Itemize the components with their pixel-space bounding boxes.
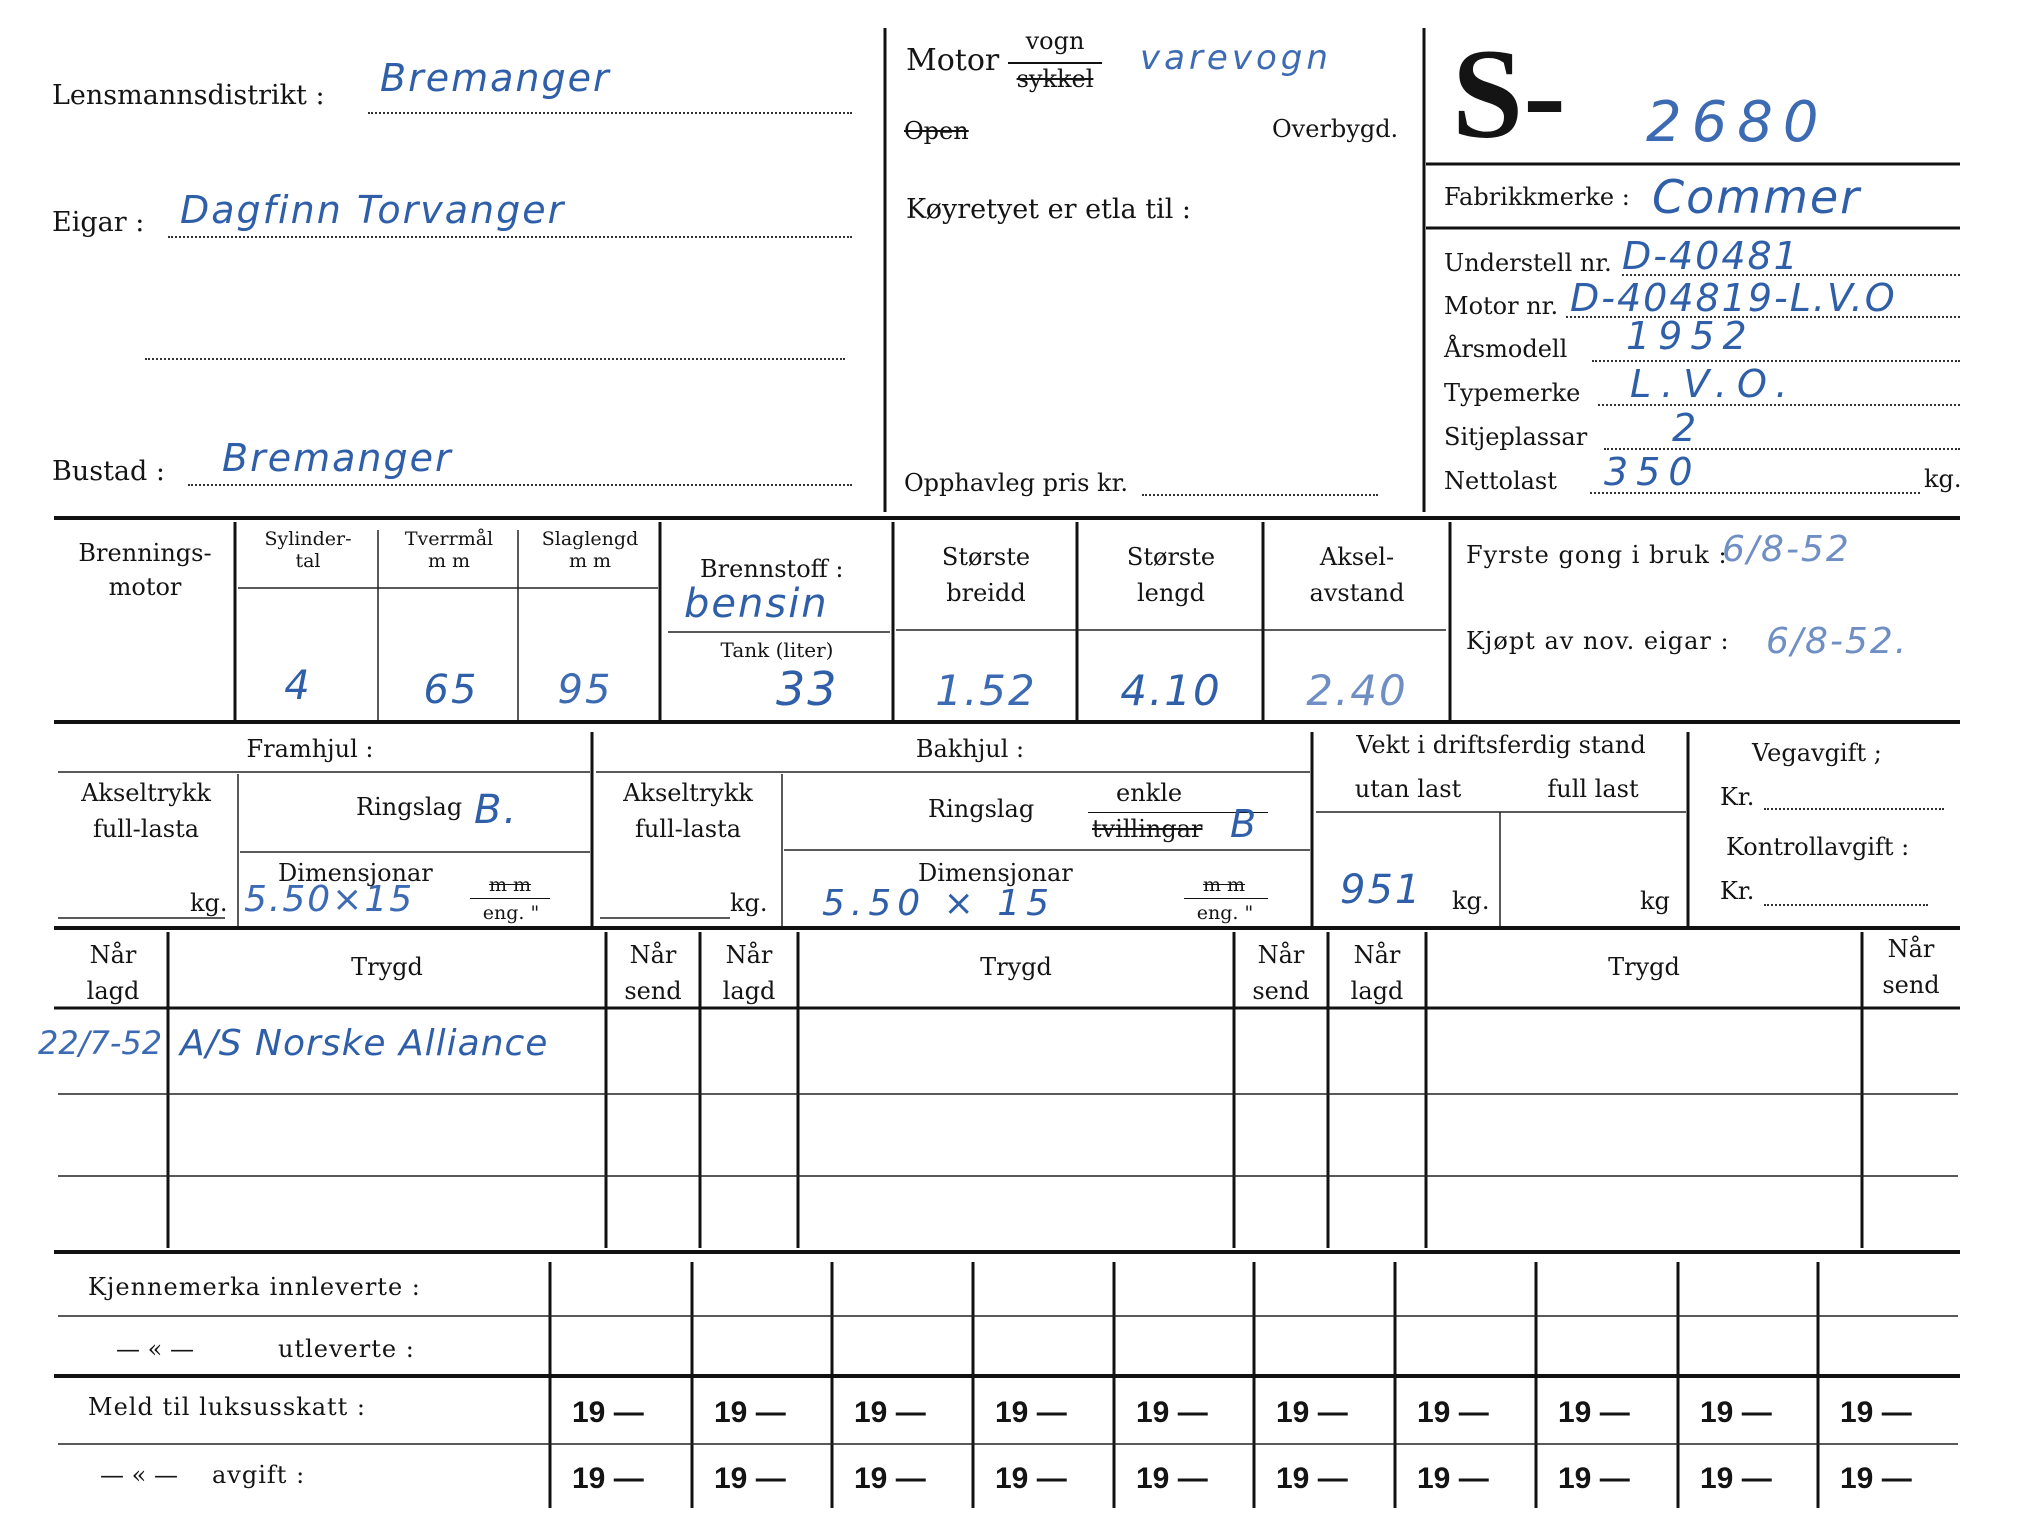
group2-trygd-label: Trygd: [980, 953, 1052, 981]
framhjul-dimensjonar-value: 5.50×15: [244, 879, 415, 920]
storste-lengd-label-1: Største: [1126, 543, 1216, 571]
sykkel-label: sykkel: [1016, 65, 1094, 93]
utan-last-label: utan last: [1354, 775, 1462, 803]
bakhjul-dimensjonar-label: Dimensjonar: [918, 859, 1073, 887]
framhjul-ringslag-label: Ringslag: [356, 793, 463, 821]
luksusskatt-year-2: 19 —: [714, 1396, 786, 1429]
full-last-label: full last: [1547, 775, 1639, 803]
registration-prefix: S-: [1452, 23, 1566, 165]
motor-type-value: varevogn: [1140, 38, 1332, 78]
group3-nar-send-label-2: send: [1882, 971, 1940, 999]
sylinder-label-1: Sylinder-: [264, 528, 352, 550]
vogn-label: vogn: [1025, 27, 1085, 55]
group2-nar-send-label-2: send: [1252, 977, 1310, 1005]
tank-label: Tank (liter): [720, 638, 834, 662]
bustad-line: [188, 484, 852, 486]
framhjul-label: Framhjul :: [246, 735, 374, 763]
overbygd-label: Overbygd.: [1272, 115, 1399, 143]
group1-nar-lagd-label-1: Når: [89, 941, 137, 969]
avgift-year-9: 19 —: [1700, 1462, 1772, 1495]
registration-number: 2680: [1646, 90, 1829, 155]
framhjul-akseltrykk-unit: kg.: [190, 889, 228, 917]
akselavstand-label-1: Aksel-: [1319, 543, 1395, 571]
utleverte-label: utleverte :: [278, 1335, 415, 1363]
typemerke-value: L.V.O.: [1630, 362, 1798, 406]
luksusskatt-year-8: 19 —: [1558, 1396, 1630, 1429]
avgift-year-6: 19 —: [1276, 1462, 1348, 1495]
avgift-year-5: 19 —: [1136, 1462, 1208, 1495]
framhjul-ringslag-value: B.: [474, 787, 519, 833]
vogn-sykkel-fraction-bar: [1008, 62, 1102, 64]
avgift-ditto: — « —: [100, 1461, 178, 1489]
tverrmal-value: 65: [423, 667, 479, 713]
utan-last-unit: kg.: [1452, 887, 1490, 915]
framhjul-akseltrykk-label-1: Akseltrykk: [81, 779, 211, 807]
slaglengd-label-2: m m: [568, 550, 612, 572]
open-label: Open: [904, 117, 969, 145]
fyrste-gong-label: Fyrste gong i bruk :: [1466, 541, 1728, 569]
framhjul-eng-label: eng. ": [482, 902, 540, 924]
bustad-value: Bremanger: [222, 436, 453, 480]
motor-nr-label: Motor nr.: [1444, 292, 1559, 320]
full-last-unit: kg: [1640, 887, 1670, 915]
opphavleg-pris-line: [1142, 494, 1378, 496]
utan-last-value: 951: [1340, 867, 1423, 913]
bakhjul-label: Bakhjul :: [915, 735, 1025, 763]
storste-breidd-value: 1.52: [935, 666, 1037, 715]
framhjul-mm-label: m m: [488, 874, 532, 896]
framhjul-unit-bar: [470, 898, 550, 899]
understell-value: D-40481: [1622, 234, 1800, 278]
luksusskatt-year-6: 19 —: [1276, 1396, 1348, 1429]
kjopt-label: Kjøpt av nov. eigar :: [1466, 627, 1730, 655]
insurance-row-1-trygd: A/S Norske Alliance: [180, 1023, 549, 1064]
luksusskatt-year-3: 19 —: [854, 1396, 926, 1429]
tverrmal-label-2: m m: [427, 550, 471, 572]
nettolast-value: 350: [1604, 450, 1701, 494]
vegavgift-kr-label: Kr.: [1720, 783, 1755, 811]
insurance-row-1-lagd: 22/7-52: [38, 1024, 163, 1062]
tvillingar-label: tvillingar: [1092, 815, 1203, 843]
group3-trygd-label: Trygd: [1608, 953, 1680, 981]
kontrollavgift-label: Kontrollavgift :: [1726, 833, 1910, 861]
bakhjul-dimensjonar-value: 5.50 × 15: [822, 883, 1056, 924]
bakhjul-akseltrykk-label-2: full-lasta: [634, 815, 742, 843]
framhjul-akseltrykk-label-2: full-lasta: [92, 815, 200, 843]
kontrollavgift-line: [1764, 904, 1928, 906]
storste-breidd-label-1: Største: [941, 543, 1031, 571]
bakhjul-mm-label: m m: [1202, 874, 1246, 896]
slaglengd-label-1: Slaglengd: [541, 528, 639, 550]
enkle-label: enkle: [1116, 779, 1183, 807]
group1-nar-lagd-label-2: lagd: [86, 977, 140, 1005]
lensmannsdistrikt-value: Bremanger: [380, 56, 611, 100]
kjopt-value: 6/8-52.: [1766, 621, 1909, 662]
storste-lengd-value: 4.10: [1120, 666, 1222, 715]
nettolast-label: Nettolast: [1444, 467, 1557, 495]
motor-nr-value: D-404819-L.V.O: [1570, 276, 1897, 320]
group1-trygd-label: Trygd: [351, 953, 423, 981]
typemerke-label: Typemerke: [1444, 379, 1581, 407]
nettolast-unit: kg.: [1924, 465, 1962, 493]
sitjeplassar-value: 2: [1672, 406, 1699, 450]
bakhjul-ringslag-value: B: [1230, 802, 1259, 846]
kjennemerka-ditto: — « —: [116, 1335, 194, 1363]
akselavstand-value: 2.40: [1306, 666, 1408, 715]
storste-breidd-label-2: breidd: [946, 579, 1026, 607]
group2-nar-lagd-label-1: Når: [725, 941, 773, 969]
akselavstand-label-2: avstand: [1309, 579, 1405, 607]
framhjul-dimensjonar-label: Dimensjonar: [278, 859, 433, 887]
avgift-year-3: 19 —: [854, 1462, 926, 1495]
avgift-year-2: 19 —: [714, 1462, 786, 1495]
eigar-label: Eigar :: [52, 207, 145, 238]
bakhjul-akseltrykk-unit: kg.: [730, 889, 768, 917]
bakhjul-ringslag-label: Ringslag: [928, 795, 1035, 823]
group1-nar-send-label-1: Når: [629, 941, 677, 969]
meld-luksusskatt-label: Meld til luksusskatt :: [88, 1393, 367, 1421]
arsmodell-label: Årsmodell: [1444, 335, 1568, 363]
luksusskatt-year-5: 19 —: [1136, 1396, 1208, 1429]
avgift-year-8: 19 —: [1558, 1462, 1630, 1495]
vekt-label: Vekt i driftsferdig stand: [1356, 731, 1646, 759]
eigar-line: [168, 236, 852, 238]
avgift-year-1: 19 —: [572, 1462, 644, 1495]
fabrikkmerke-label: Fabrikkmerke :: [1444, 183, 1630, 211]
eigar-value: Dagfinn Torvanger: [180, 188, 566, 232]
group3-nar-lagd-label-1: Når: [1353, 941, 1401, 969]
opphavleg-pris-label: Opphavleg pris kr.: [904, 469, 1129, 497]
storste-lengd-label-2: lengd: [1136, 579, 1206, 607]
luksusskatt-year-1: 19 —: [572, 1396, 644, 1429]
lensmannsdistrikt-line: [368, 112, 852, 114]
luksusskatt-year-4: 19 —: [995, 1396, 1067, 1429]
understell-label: Understell nr.: [1444, 249, 1612, 277]
group2-nar-lagd-label-2: lagd: [722, 977, 776, 1005]
group3-nar-lagd-label-2: lagd: [1350, 977, 1404, 1005]
group1-nar-send-label-2: send: [624, 977, 682, 1005]
koyretyet-label: Køyretyet er etla til :: [906, 194, 1192, 225]
bakhjul-eng-label: eng. ": [1196, 902, 1254, 924]
tverrmal-label-1: Tverrmål: [404, 528, 494, 550]
avgift-year-10: 19 —: [1840, 1462, 1912, 1495]
fyrste-gong-value: 6/8-52: [1722, 529, 1851, 570]
slaglengd-value: 95: [557, 667, 613, 713]
avgift-year-7: 19 —: [1417, 1462, 1489, 1495]
brennstoff-value: bensin: [684, 581, 829, 627]
kontrollavgift-kr-label: Kr.: [1720, 877, 1755, 905]
avgift-year-4: 19 —: [995, 1462, 1067, 1495]
eigar-extra-line: [145, 358, 845, 360]
group3-nar-send-label-1: Når: [1887, 935, 1935, 963]
kjennemerka-label: Kjennemerka innleverte :: [88, 1273, 421, 1301]
luksusskatt-year-10: 19 —: [1840, 1396, 1912, 1429]
vegavgift-line: [1764, 808, 1944, 810]
bakhjul-unit-bar: [1184, 898, 1268, 899]
luksusskatt-year-9: 19 —: [1700, 1396, 1772, 1429]
bustad-label: Bustad :: [52, 456, 165, 487]
arsmodell-value: 1952: [1626, 314, 1755, 358]
sylinder-value: 4: [284, 663, 312, 709]
sitjeplassar-label: Sitjeplassar: [1444, 423, 1588, 451]
luksusskatt-year-7: 19 —: [1417, 1396, 1489, 1429]
sylinder-label-2: tal: [295, 550, 321, 572]
avgift-label: avgift :: [212, 1461, 306, 1489]
brenningsmotor-label-2: motor: [108, 573, 182, 601]
bakhjul-akseltrykk-label-1: Akseltrykk: [623, 779, 753, 807]
vegavgift-label: Vegavgift ;: [1752, 739, 1882, 767]
group2-nar-send-label-1: Når: [1257, 941, 1305, 969]
brennstoff-label: Brennstoff :: [700, 555, 844, 583]
fabrikkmerke-value: Commer: [1652, 170, 1862, 224]
lensmannsdistrikt-label: Lensmannsdistrikt :: [52, 80, 325, 111]
brenningsmotor-label-1: Brennings-: [78, 539, 212, 567]
tank-value: 33: [776, 662, 839, 716]
motor-label: Motor: [906, 43, 1000, 78]
